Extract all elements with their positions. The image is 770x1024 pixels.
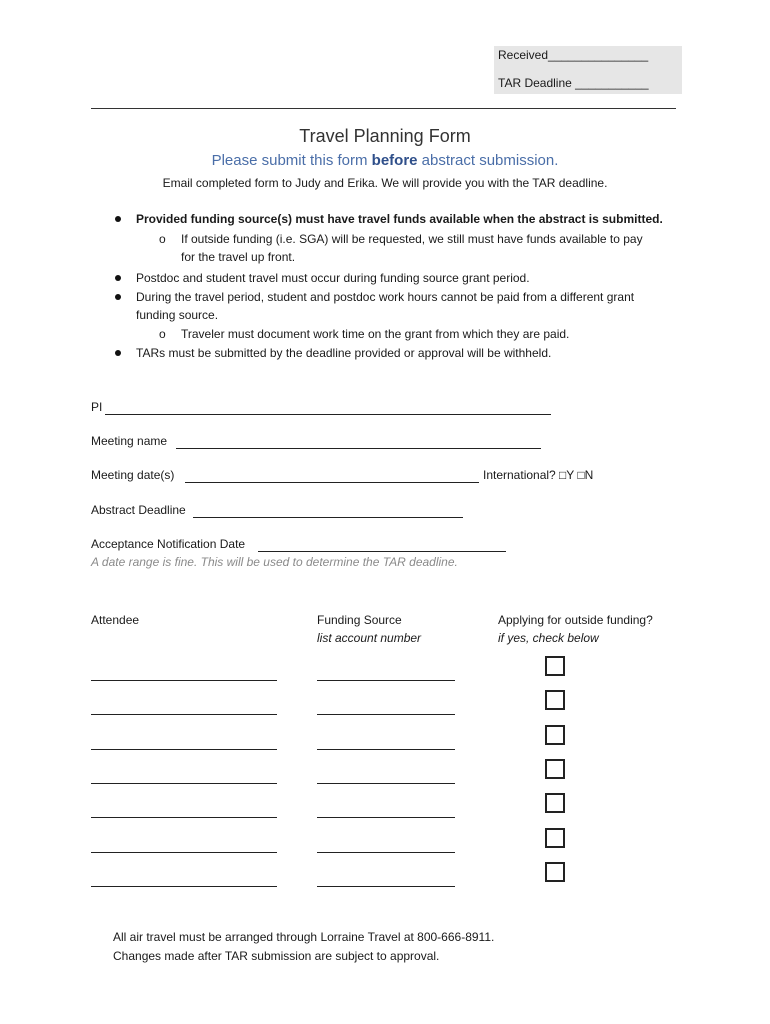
- funding-source-input[interactable]: [317, 817, 455, 818]
- sub-bullet-document-time: Traveler must document work time on the grant from which they are paid.: [181, 327, 570, 341]
- subtitle-post: abstract submission.: [417, 152, 559, 169]
- bullet-tar-deadline: TARs must be submitted by the deadline provided or approval will be withheld.: [136, 346, 552, 360]
- outside-funding-checkbox[interactable]: [545, 759, 565, 779]
- outside-funding-checkbox[interactable]: [545, 862, 565, 882]
- changes-note: Changes made after TAR submission are subject to approval.: [113, 949, 440, 963]
- international-checkboxes[interactable]: International? □Y □N: [483, 468, 594, 482]
- attendee-input[interactable]: [91, 749, 277, 750]
- subtitle-pre: Please submit this form: [211, 152, 372, 169]
- email-instructions: Email completed form to Judy and Erika. We will provide you with the TAR deadline.: [162, 176, 608, 190]
- funding-source-input[interactable]: [317, 714, 455, 715]
- funding-source-input[interactable]: [317, 783, 455, 784]
- bullet-dot: [115, 294, 121, 300]
- bullet-work-hours: During the travel period, student and postdoc work hours cannot be paid from a different grant: [136, 290, 635, 304]
- bullet-dot: [115, 216, 121, 222]
- bullet-work-hours-cont: funding source.: [136, 308, 219, 322]
- outside-funding-checkbox[interactable]: [545, 725, 565, 745]
- sub-bullet-marker: o: [159, 232, 166, 246]
- meeting-dates-label: Meeting date(s): [91, 468, 175, 482]
- attendee-input[interactable]: [91, 852, 277, 853]
- subtitle-emphasis: before: [371, 152, 418, 169]
- bullet-funding-available: Provided funding source(s) must have travel funds available when the abstract is submitted.: [136, 212, 663, 226]
- attendee-input[interactable]: [91, 886, 277, 887]
- date-range-hint: A date range is fine. This will be used to determine the TAR deadline.: [91, 555, 458, 569]
- bullet-grant-period: Postdoc and student travel must occur during funding source grant period.: [136, 271, 530, 285]
- acceptance-notification-label: Acceptance Notification Date: [91, 537, 246, 551]
- sub-bullet-outside-funding: If outside funding (i.e. SGA) will be requested, we still must have funds available to pay: [181, 232, 643, 246]
- form-subtitle: [0, 152, 770, 169]
- attendee-input[interactable]: [91, 714, 277, 715]
- abstract-deadline-input[interactable]: [193, 517, 463, 518]
- sub-bullet-outside-funding-cont: for the travel up front.: [181, 250, 296, 264]
- funding-source-input[interactable]: [317, 749, 455, 750]
- header-rule: [91, 108, 676, 109]
- received-field[interactable]: Received_______________: [498, 48, 649, 62]
- meeting-name-input[interactable]: [176, 448, 541, 449]
- office-use-box: [494, 46, 682, 94]
- tar-deadline-field[interactable]: TAR Deadline ___________: [498, 76, 649, 90]
- outside-funding-checkbox[interactable]: [545, 828, 565, 848]
- bullet-dot: [115, 275, 121, 281]
- acceptance-notification-input[interactable]: [258, 551, 506, 552]
- attendee-input[interactable]: [91, 783, 277, 784]
- funding-source-header: Funding Source: [317, 613, 402, 627]
- outside-funding-checkbox[interactable]: [545, 656, 565, 676]
- abstract-deadline-label: Abstract Deadline: [91, 503, 186, 517]
- sub-bullet-marker: o: [159, 327, 166, 341]
- funding-source-subheader: list account number: [317, 631, 422, 645]
- form-title: Travel Planning Form: [299, 126, 471, 146]
- bullet-dot: [115, 350, 121, 356]
- meeting-dates-input[interactable]: [185, 482, 479, 483]
- outside-funding-subheader: if yes, check below: [498, 631, 599, 645]
- pi-input[interactable]: [105, 414, 551, 415]
- outside-funding-checkbox[interactable]: [545, 793, 565, 813]
- attendee-input[interactable]: [91, 680, 277, 681]
- air-travel-note: All air travel must be arranged through Lorraine Travel at 800-666-8911.: [113, 930, 495, 944]
- funding-source-input[interactable]: [317, 852, 455, 853]
- funding-source-input[interactable]: [317, 680, 455, 681]
- attendee-header: Attendee: [91, 613, 140, 627]
- outside-funding-checkbox[interactable]: [545, 690, 565, 710]
- funding-source-input[interactable]: [317, 886, 455, 887]
- pi-label: PI: [91, 400, 103, 414]
- outside-funding-header: Applying for outside funding?: [498, 613, 653, 627]
- meeting-name-label: Meeting name: [91, 434, 168, 448]
- attendee-input[interactable]: [91, 817, 277, 818]
